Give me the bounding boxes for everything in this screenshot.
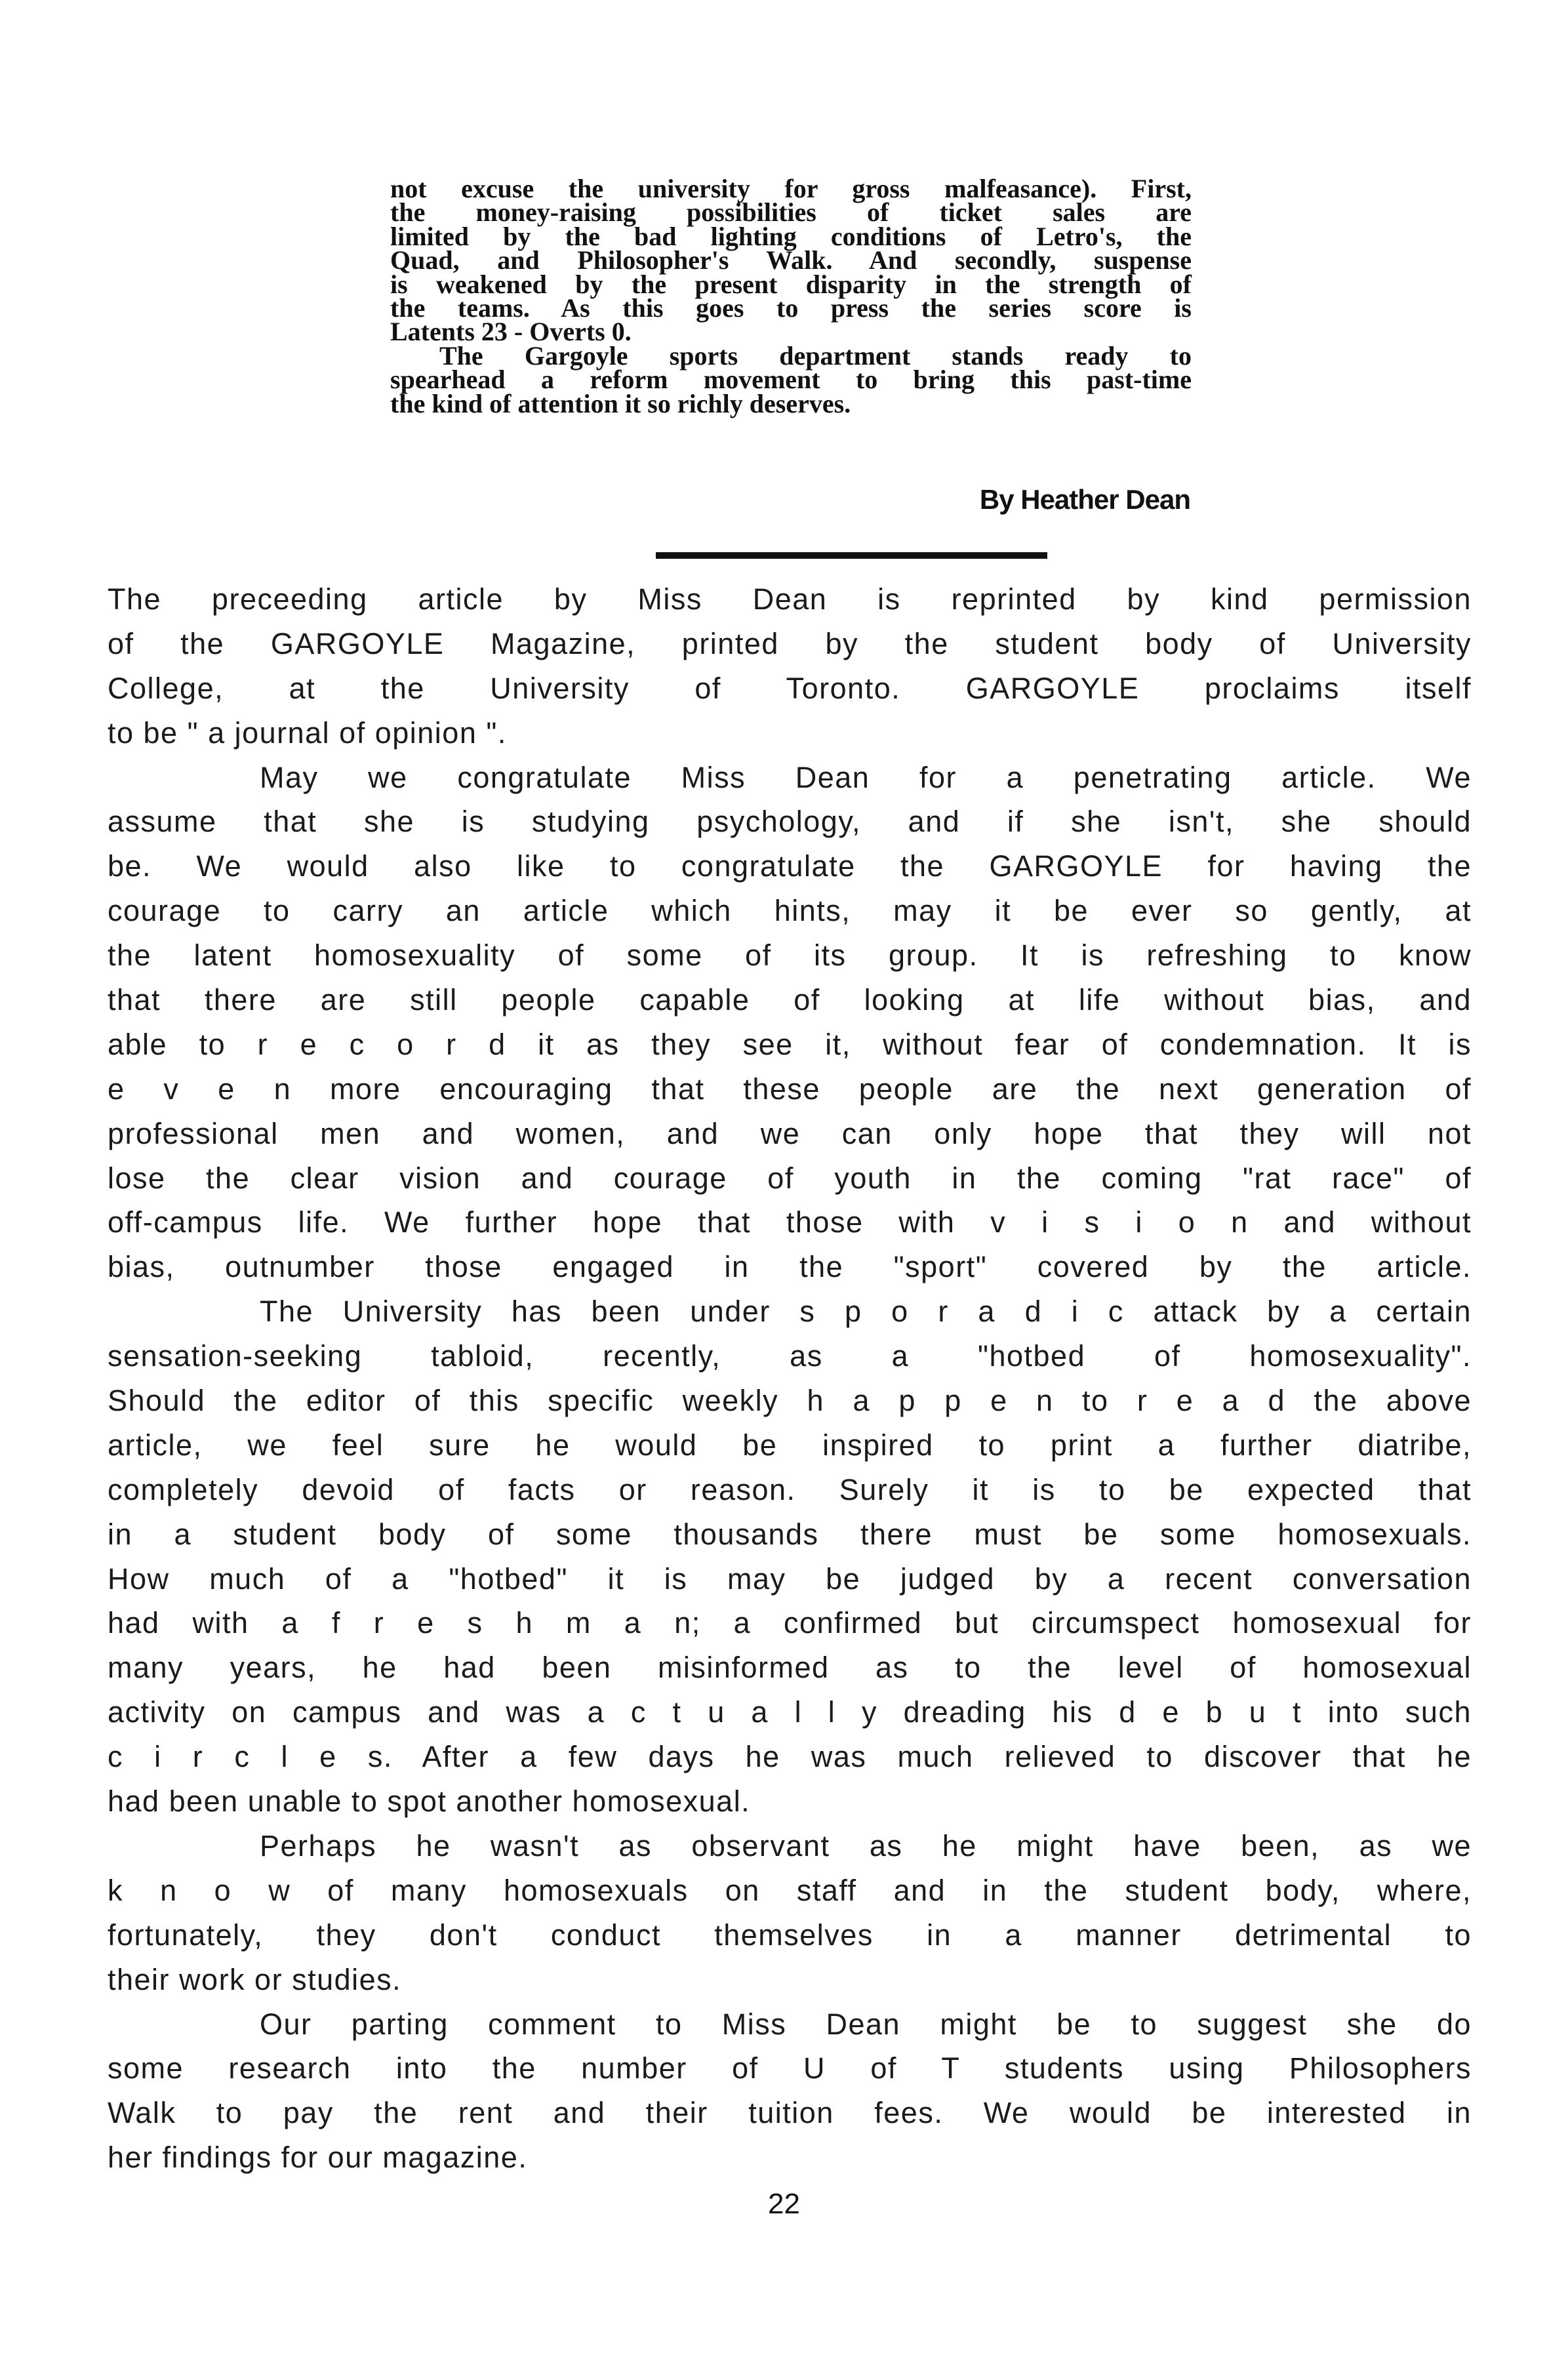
article-line: The preceeding article by Miss Dean is reprinted by kind permission — [108, 582, 1472, 616]
reprinted-clipping — [390, 174, 1192, 418]
article-line: activity on campus and was a c t u a l l y dreading his d e b u t into such — [108, 1695, 1472, 1729]
article-line: completely devoid of facts or reason. Surely it is to be expected that — [108, 1472, 1472, 1506]
article-line: lose the clear vision and courage of youth in the coming "rat race" of — [108, 1161, 1472, 1195]
article-line: off-campus life. We further hope that those with v i s i o n and without — [108, 1205, 1472, 1239]
article-line: May we congratulate Miss Dean for a penetrating article. We — [260, 760, 1472, 794]
clipping-line: not excuse the university for gross malfeasance). First, — [390, 174, 1192, 203]
article-line: that there are still people capable of looking at life without bias, and — [108, 983, 1472, 1017]
article-line: their work or studies. — [108, 1962, 402, 1996]
article-line: to be " a journal of opinion ". — [108, 715, 507, 750]
article-line: be. We would also like to congratulate the GARGOYLE for having the — [108, 849, 1472, 883]
article-line: article, we feel sure he would be inspired to print a further diatribe, — [108, 1428, 1472, 1462]
article-line: sensation-seeking tabloid, recently, as a "hotbed of homosexuality". — [108, 1339, 1472, 1373]
article-line: k n o w of many homosexuals on staff and in the student body, where, — [108, 1873, 1472, 1907]
article-line: some research into the number of U of T students using Philosophers — [108, 2051, 1472, 2085]
clipping-line: the money-raising possibilities of ticket sales are — [390, 197, 1192, 228]
article-line: The University has been under s p o r a d i c attack by a certain — [260, 1295, 1472, 1329]
article-line: How much of a "hotbed" it is may be judged by a recent conversation — [108, 1561, 1472, 1596]
divider-rule — [656, 552, 1047, 559]
article-line: Our parting comment to Miss Dean might be to suggest she do — [260, 2007, 1472, 2041]
clipping-line: limited by the bad lighting conditions of Letro's, the — [390, 221, 1192, 251]
clipping-line: the kind of attention it so richly deserves. — [390, 388, 851, 418]
article-line: the latent homosexuality of some of its group. It is refreshing to know — [108, 938, 1472, 973]
article-line: assume that she is studying psychology, and if she isn't, she should — [108, 805, 1472, 839]
article-line: professional men and women, and we can only hope that they will not — [108, 1116, 1472, 1150]
article-line: College, at the University of Toronto. GARGOYLE proclaims itself — [108, 671, 1472, 705]
article-line: fortunately, they don't conduct themselves in a manner detrimental to — [108, 1918, 1472, 1952]
article-line: Should the editor of this specific weekly h a p p e n to r e a d the above — [108, 1384, 1472, 1418]
clipping-line: is weakened by the present disparity in the strength of — [390, 269, 1192, 299]
page-number: 22 — [768, 2188, 800, 2220]
clipping-line: spearhead a reform movement to bring this past-time — [390, 365, 1192, 395]
article-line: able to r e c o r d it as they see it, without fear of condemnation. It is — [108, 1027, 1472, 1061]
article-line: many years, he had been misinformed as to the level of homosexual — [108, 1651, 1472, 1685]
article-line: Perhaps he wasn't as observant as he might have been, as we — [260, 1828, 1472, 1863]
article-line: bias, outnumber those engaged in the "sport" covered by the article. — [108, 1250, 1472, 1284]
clipping-line: the teams. As this goes to press the series score is — [390, 292, 1192, 323]
article-line: c i r c l e s. After a few days he was much relieved to discover that he — [108, 1740, 1472, 1774]
clipping-line: Quad, and Philosopher's Walk. And secondly, suspense — [390, 245, 1192, 275]
article-line: courage to carry an article which hints, may it be ever so gently, at — [108, 894, 1472, 928]
article-line: Walk to pay the rent and their tuition fees. We would be interested in — [108, 2096, 1472, 2130]
clipping-line: The Gargoyle sports department stands ready to — [439, 340, 1192, 371]
article-line: had been unable to spot another homosexual. — [108, 1784, 751, 1819]
byline: By Heather Dean — [979, 484, 1190, 515]
article-line: of the GARGOYLE Magazine, printed by the student body of University — [108, 626, 1472, 660]
article-body — [108, 577, 1472, 2180]
article-line: e v e n more encouraging that these people are the next generation of — [108, 1072, 1472, 1106]
article-line: in a student body of some thousands there must be some homosexuals. — [108, 1517, 1472, 1551]
clipping-line: Latents 23 - Overts 0. — [390, 317, 632, 347]
article-line: had with a f r e s h m a n; a confirmed but circumspect homosexual for — [108, 1606, 1472, 1640]
article-line: her findings for our magazine. — [108, 2141, 528, 2175]
